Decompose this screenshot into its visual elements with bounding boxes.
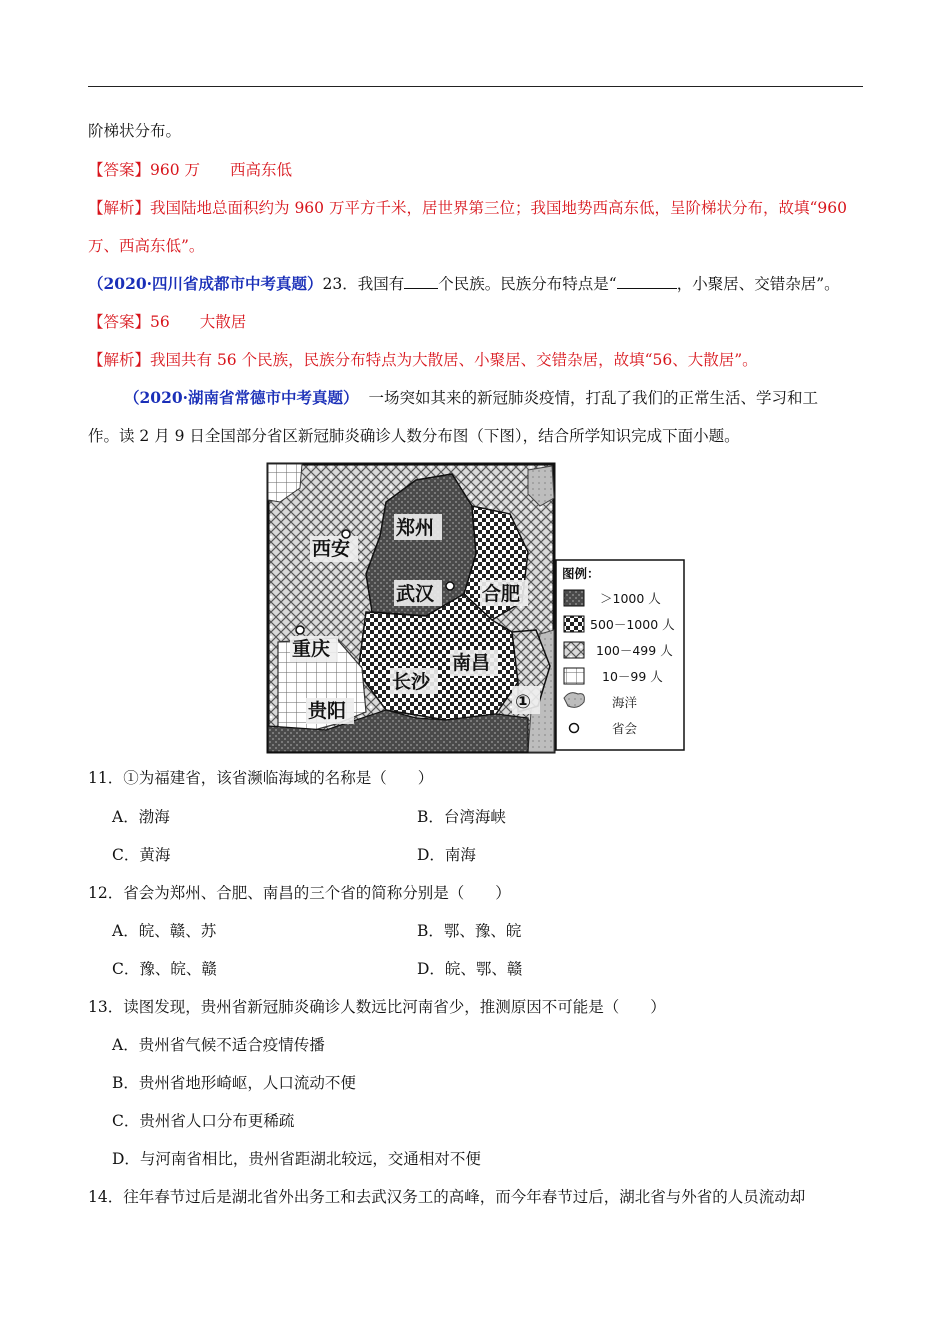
city-label: 长沙	[392, 671, 431, 693]
capital-marker	[342, 530, 350, 538]
question-text: 23．我国有	[322, 275, 405, 293]
option-c: C．贵州省人口分布更稀疏	[112, 1112, 295, 1130]
explanation-text: 我国陆地总面积约为 960 万平方千米，居世界第三位；我国地势西高东低，呈阶梯状分布，故填“960	[150, 199, 847, 217]
header-rule	[88, 86, 863, 87]
option-d: D．南海	[417, 846, 476, 864]
city-label: 西安	[312, 538, 351, 560]
legend-swatch	[564, 590, 584, 606]
explanation-tag: 【解析】	[88, 351, 151, 369]
question-23	[88, 273, 840, 295]
option-b: B．台湾海峡	[417, 808, 506, 826]
option-b: B．贵州省地形崎岖，人口流动不便	[112, 1074, 356, 1092]
intro-line	[124, 387, 818, 409]
option-a: A．渤海	[112, 808, 170, 826]
answer-value: 56	[150, 313, 170, 331]
answer-tag: 【答案】	[88, 313, 151, 331]
city-label: 合肥	[482, 583, 521, 605]
city-label: 贵阳	[308, 700, 347, 722]
city-label: 武汉	[396, 583, 435, 605]
epidemic-map	[266, 462, 686, 754]
city-label: 南昌	[452, 652, 491, 674]
answer-line	[88, 311, 246, 333]
capital-marker	[296, 626, 304, 634]
question-source: （2020·四川省成都市中考真题）	[88, 274, 323, 293]
explanation-line	[88, 349, 758, 371]
question-stem: 12．省会为郑州、合肥、南昌的三个省的简称分别是（ ）	[88, 884, 511, 902]
explanation-cont: 万、西高东低”。	[88, 237, 205, 255]
city-label: 郑州	[396, 517, 435, 539]
option-a: A．皖、赣、苏	[112, 922, 217, 940]
capital-swatch	[570, 724, 579, 733]
explanation-line	[88, 197, 847, 219]
legend-label: 10－99 人	[602, 669, 663, 684]
option-d: D．与河南省相比，贵州省距湖北较远，交通相对不便	[112, 1150, 481, 1168]
legend-label: ＞1000 人	[600, 591, 661, 606]
legend-label: 省会	[612, 721, 638, 736]
explanation-text: 我国共有 56 个民族，民族分布特点为大散居、小聚居、交错杂居，故填“56、大散居”。	[150, 351, 758, 369]
legend-label: 海洋	[612, 695, 638, 710]
legend-label: 500－1000 人	[590, 617, 675, 632]
question-stem: 14．往年春节过后是湖北省外出务工和去武汉务工的高峰，而今年春节过后，湖北省与外省的人员流动却	[88, 1188, 806, 1206]
option-d: D．皖、鄂、赣	[417, 960, 523, 978]
option-a: A．贵州省气候不适合疫情传播	[112, 1036, 325, 1054]
question-stem: 11．①为福建省，该省濒临海域的名称是（ ）	[88, 769, 434, 787]
text-line: 阶梯状分布。	[88, 122, 182, 140]
answer-value: 西高东低	[230, 161, 293, 179]
question-text: 个民族。民族分布特点是“	[438, 275, 617, 293]
sea-swatch	[564, 693, 584, 708]
fill-blank	[617, 274, 677, 289]
intro-text: 一场突如其来的新冠肺炎疫情，打乱了我们的正常生活、学习和工	[368, 389, 819, 407]
answer-tag: 【答案】	[88, 161, 151, 179]
fill-blank	[404, 274, 438, 289]
legend-swatch	[564, 642, 584, 658]
option-c: C．豫、皖、赣	[112, 960, 217, 978]
legend-label: 100－499 人	[596, 643, 673, 658]
legend-title: 图例：	[562, 566, 600, 581]
explanation-tag: 【解析】	[88, 199, 151, 217]
question-text: ，小聚居、交错杂居”。	[676, 275, 840, 293]
legend-swatch	[564, 616, 584, 632]
legend-swatch	[564, 668, 584, 684]
answer-line	[88, 159, 292, 181]
answer-value: 大散居	[199, 313, 247, 331]
capital-marker	[446, 582, 454, 590]
question-stem: 13．读图发现，贵州省新冠肺炎确诊人数远比河南省少，推测原因不可能是（ ）	[88, 998, 666, 1016]
answer-value: 960 万	[150, 161, 201, 179]
map-legend	[556, 560, 684, 750]
city-label: 重庆	[292, 638, 331, 660]
intro-cont: 作。读 2 月 9 日全国部分省区新冠肺炎确诊人数分布图（下图），结合所学知识完成下面小题。	[88, 427, 740, 445]
question-source: （2020·湖南省常德市中考真题）	[124, 388, 359, 407]
fujian-marker: ①	[515, 691, 532, 713]
option-b: B．鄂、豫、皖	[417, 922, 522, 940]
option-c: C．黄海	[112, 846, 171, 864]
